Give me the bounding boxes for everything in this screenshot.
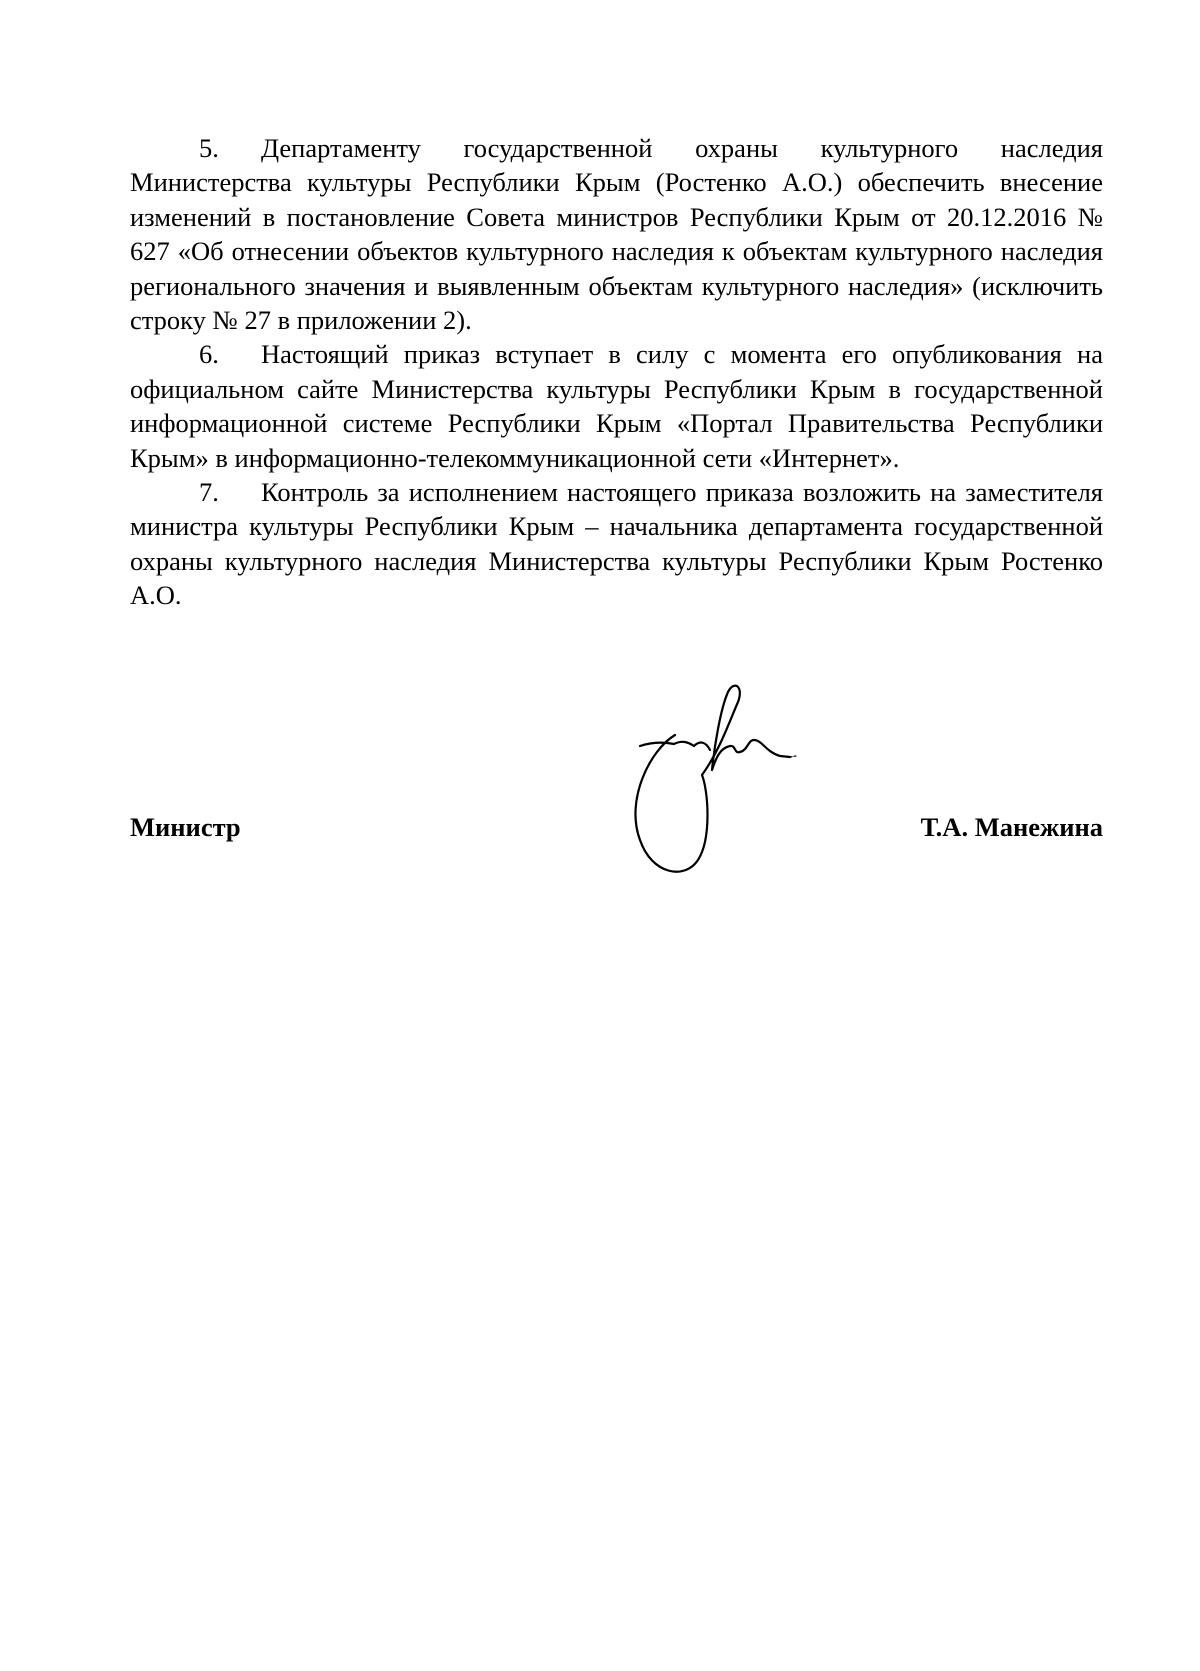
paragraph-text: Контроль за исполнением настоящего приказа возложить на заместителя министра культуры Республики Крым – начальника департамента государственной охраны культурного наследия Министерства культуры Республики Крым Ростенко А.О. [130, 477, 1103, 611]
signature-block [130, 812, 1103, 852]
paragraph-number: 7. [199, 477, 219, 508]
document-body [130, 131, 1103, 613]
paragraph-text: Настоящий приказ вступает в силу с момента его опубликования на официальном сайте Министерства культуры Республики Крым в государственной информационной системе Республики Крым «Портал Правительства Республики Крым» в информационно-телекоммуникационной сети «Интернет». [130, 339, 1103, 473]
paragraph-5 [130, 131, 1103, 337]
signatory-name: Т.А. Манежина [920, 812, 1103, 842]
paragraph-6 [130, 337, 1103, 475]
paragraph-7 [130, 475, 1103, 613]
paragraph-number: 5. [199, 133, 219, 163]
paragraph-number: 6. [199, 339, 219, 370]
handwritten-signature [630, 680, 810, 890]
paragraph-text: Департаменту государственной охраны культурного наследия Министерства культуры Республики Крым (Ростенко А.О.) обеспечить внесение изменений в постановление Совета министров Республики Крым от 20.12.2016 № 627 «Об отнесении объектов культурного наследия к объектам культурного наследия регионального значения и выявленным объектам культурного наследия» (исключить строку № 27 в приложении 2). [130, 133, 1103, 336]
signatory-title: Министр [130, 812, 241, 842]
